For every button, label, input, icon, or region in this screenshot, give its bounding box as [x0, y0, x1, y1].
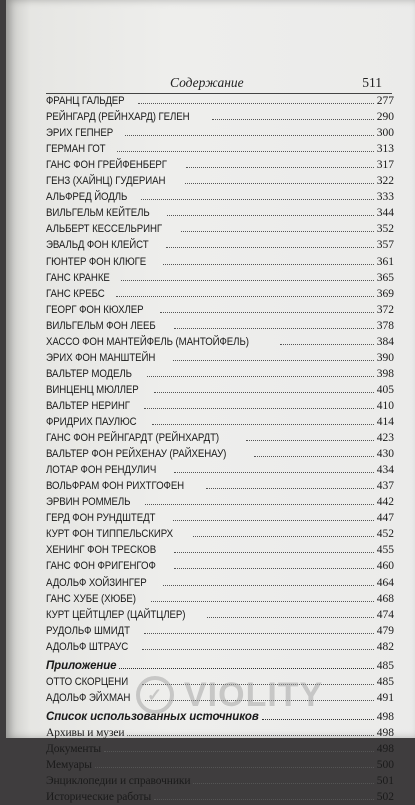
entry-title: Энциклопедии и справочники — [46, 775, 191, 788]
dot-leader — [138, 94, 373, 104]
entry-page: 369 — [376, 287, 394, 300]
entry-page: 474 — [376, 608, 394, 621]
dot-leader — [173, 351, 374, 361]
dot-leader — [121, 271, 373, 281]
entry-page: 378 — [376, 319, 394, 332]
entry-title: ГАНС КРЕБС — [46, 287, 105, 300]
dot-leader — [173, 511, 373, 521]
toc-entry — [46, 741, 394, 757]
entry-title: ГАНС ФОН ГРЕЙФЕНБЕРГ — [46, 159, 167, 172]
dot-leader — [163, 255, 374, 265]
entry-page: 410 — [376, 399, 394, 412]
entry-title: ГЕНЗ (ХАЙНЦ) ГУДЕРИАН — [46, 175, 166, 188]
entry-page: 322 — [376, 175, 394, 188]
dot-leader — [144, 399, 373, 409]
entry-page: 357 — [376, 239, 394, 252]
entry-page: 498 — [376, 710, 394, 723]
entry-page: 372 — [376, 303, 394, 316]
entry-page: 498 — [376, 726, 394, 739]
entry-page: 485 — [376, 659, 394, 672]
entry-page: 485 — [376, 675, 394, 688]
dot-leader — [163, 576, 373, 586]
entry-title: Исторические работы — [46, 791, 152, 804]
entry-title: ЛОТАР ФОН РЕНДУЛИЧ — [46, 464, 157, 477]
toc-entry — [46, 125, 394, 141]
entry-page: 414 — [376, 416, 394, 428]
toc-entry — [46, 93, 394, 109]
dot-leader — [145, 495, 374, 505]
entry-title: ЭРИХ ФОН МАНШТЕЙН — [46, 351, 156, 364]
page-number: 511 — [362, 75, 382, 90]
entry-page: 479 — [376, 624, 394, 637]
dot-leader — [125, 126, 373, 136]
toc-entry — [46, 430, 394, 446]
entry-page: 468 — [376, 592, 394, 605]
entry-title: ЭРВИН РОММЕЛЬ — [46, 496, 131, 509]
dot-leader — [207, 608, 373, 618]
entry-title: ГАНС КРАНКЕ — [46, 271, 110, 284]
dot-leader — [280, 335, 374, 345]
entry-page: 501 — [376, 775, 394, 788]
toc-entry — [46, 237, 394, 253]
dot-leader — [212, 110, 374, 120]
dot-leader — [167, 206, 374, 216]
dot-leader — [181, 222, 374, 232]
entry-title: АДОЛЬФ ХОЙЗИНГЕР — [46, 576, 147, 589]
toc-entry — [46, 109, 394, 125]
entry-title: ЭРИХ ГЕПНЕР — [46, 127, 114, 140]
dot-leader — [254, 447, 374, 457]
entry-title: ФРИДРИХ ПАУЛЮС — [46, 416, 137, 428]
entry-page: 423 — [376, 432, 394, 445]
entry-title: ГАНС ХУБЕ (ХЮБЕ) — [46, 592, 136, 605]
toc-entry — [46, 205, 394, 221]
toc-entry — [46, 558, 394, 574]
entry-title: ВАЛЬТЕР МОДЕЛЬ — [46, 367, 132, 380]
toc-entry — [46, 639, 394, 655]
entry-title: Архивы и музеи — [46, 726, 125, 739]
entry-page: 290 — [376, 111, 394, 124]
entry-page: 482 — [376, 640, 394, 653]
dot-leader — [174, 463, 374, 473]
entry-page: 442 — [376, 496, 394, 509]
dot-leader — [152, 415, 374, 425]
entry-title: ОТТО СКОРЦЕНИ — [46, 675, 129, 688]
entry-page: 277 — [376, 95, 394, 107]
dot-leader — [160, 303, 374, 313]
entry-page: 464 — [376, 576, 394, 589]
toc-entry — [46, 141, 394, 157]
toc-entry — [46, 607, 394, 623]
toc-entry — [46, 510, 394, 526]
page-title: Содержание — [170, 75, 244, 90]
dot-leader — [141, 190, 373, 200]
toc-entry — [46, 789, 394, 805]
dot-leader — [246, 431, 374, 441]
toc-entry — [46, 334, 394, 350]
entry-page: 300 — [376, 127, 394, 140]
toc-entry — [46, 623, 394, 639]
dot-leader — [193, 774, 373, 784]
dot-leader — [104, 742, 374, 752]
dot-leader — [147, 367, 374, 377]
dot-leader — [166, 238, 374, 248]
entry-title: ГАНС ФОН ФРИГЕНГОФ — [46, 560, 156, 573]
entry-page: 452 — [376, 528, 394, 541]
entry-title: КУРТ ФОН ТИППЕЛЬСКИРХ — [46, 528, 174, 541]
entry-page: 352 — [376, 223, 394, 236]
entry-title: ВИЛЬГЕЛЬМ ФОН ЛЕЕБ — [46, 319, 156, 332]
entry-page: 437 — [376, 480, 394, 493]
entry-title: Документы — [46, 743, 102, 755]
entry-page: 344 — [376, 207, 394, 220]
toc-entry — [46, 382, 394, 398]
entry-page: 317 — [376, 159, 394, 172]
entry-title: КУРТ ЦЕЙТЦЛЕР (ЦАЙТЦЛЕР) — [46, 608, 186, 621]
watermark-text: VIOLITY — [184, 675, 324, 714]
toc-entry — [46, 189, 394, 205]
entry-page: 384 — [376, 335, 394, 348]
entry-page: 500 — [376, 759, 394, 772]
entry-title: ХЕНИНГ ФОН ТРЕСКОВ — [46, 544, 157, 557]
entry-page: 434 — [376, 464, 394, 477]
entry-title: АЛЬБЕРТ КЕССЕЛЬРИНГ — [46, 223, 163, 236]
entry-page: 313 — [376, 143, 394, 156]
toc-entry — [46, 462, 394, 478]
dot-leader — [95, 758, 374, 768]
toc-entry — [46, 575, 394, 591]
toc-entry — [46, 725, 394, 741]
dot-leader — [193, 527, 373, 537]
entry-page: 430 — [376, 448, 394, 461]
entry-title: АЛЬФРЕД ЙОДЛЬ — [46, 191, 128, 204]
dot-leader — [127, 726, 373, 736]
toc-entry — [46, 591, 394, 607]
entry-page: 498 — [376, 743, 394, 755]
page-header — [42, 72, 402, 92]
entry-title: АДОЛЬФ ЭЙХМАН — [46, 691, 131, 704]
toc-entry — [46, 773, 394, 789]
dot-leader — [117, 142, 374, 152]
entry-title: ГЕОРГ ФОН КЮХЛЕР — [46, 303, 144, 316]
toc-entry — [46, 757, 394, 773]
entry-page: 502 — [376, 791, 394, 804]
dot-leader — [186, 158, 373, 168]
entry-title: ВАЛЬТЕР ФОН РЕЙХЕНАУ (РАЙХЕНАУ) — [46, 448, 227, 461]
entry-title: ГАНС ФОН РЕЙНГАРДТ (РЕЙНХАРДТ) — [46, 432, 220, 445]
entry-title: РУДОЛЬФ ШМИДТ — [46, 624, 130, 637]
entry-page: 405 — [376, 383, 394, 396]
entry-title: ГЮНТЕР ФОН КЛЮГЕ — [46, 255, 147, 268]
entry-title: РЕЙНГАРД (РЕЙНХАРД) ГЕЛЕН — [46, 111, 190, 124]
entry-page: 455 — [376, 544, 394, 557]
toc-entry — [46, 542, 394, 558]
entry-title: ЭВАЛЬД ФОН КЛЕЙСТ — [46, 239, 149, 252]
toc-entry — [46, 173, 394, 189]
toc-entry — [46, 350, 394, 366]
entry-page: 447 — [376, 512, 394, 525]
entry-title: ХАССО ФОН МАНТЕЙФЕЛЬ (МАНТОЙФЕЛЬ) — [46, 335, 249, 348]
entry-title: ВИЛЬГЕЛЬМ КЕЙТЕЛЬ — [46, 207, 150, 220]
dot-leader — [154, 383, 373, 393]
entry-page: 361 — [376, 255, 394, 268]
entry-title: ГЕРМАН ГОТ — [46, 143, 106, 156]
dot-leader — [174, 559, 374, 569]
entry-title: АДОЛЬФ ШТРАУС — [46, 640, 129, 653]
dot-leader — [144, 624, 373, 634]
entry-title: ГЕРД ФОН РУНДШТЕДТ — [46, 512, 156, 525]
entry-title: ФРАНЦ ГАЛЬДЕР — [46, 95, 125, 107]
toc-entry — [46, 318, 394, 334]
dot-leader — [151, 592, 374, 602]
dot-leader — [154, 790, 374, 800]
toc-entry — [46, 446, 394, 462]
toc-entry — [46, 526, 394, 542]
entry-title: Мемуары — [46, 759, 92, 772]
toc-entry — [46, 302, 394, 318]
dot-leader — [116, 287, 374, 297]
toc-entry — [46, 221, 394, 237]
dot-leader — [174, 319, 374, 329]
book-page — [6, 0, 415, 804]
toc-entry — [46, 270, 394, 286]
entry-page: 390 — [376, 351, 394, 364]
entry-page: 491 — [376, 691, 394, 704]
dot-leader — [119, 659, 373, 669]
toc-entry — [46, 366, 394, 382]
watermark-logo-icon: ✓ — [136, 676, 174, 714]
entry-title: ВАЛЬТЕР НЕРИНГ — [46, 399, 130, 412]
toc-entry — [46, 494, 394, 510]
entry-title: ВОЛЬФРАМ ФОН РИХТГОФЕН — [46, 480, 185, 493]
watermark — [136, 670, 406, 720]
entry-title: ВИНЦЕНЦ МЮЛЛЕР — [46, 383, 139, 396]
entry-title: Список использованных источников — [46, 710, 259, 723]
dot-leader — [206, 479, 374, 489]
entry-title: Приложение — [46, 659, 117, 672]
toc-entry — [46, 398, 394, 414]
entry-page: 398 — [376, 367, 394, 380]
toc-entry — [46, 478, 394, 494]
entry-page: 365 — [376, 271, 394, 284]
toc-entry — [46, 254, 394, 270]
dot-leader — [185, 174, 374, 184]
entry-page: 333 — [376, 191, 394, 204]
entry-page: 460 — [376, 560, 394, 573]
toc-entry — [46, 157, 394, 173]
dot-leader — [142, 640, 373, 650]
toc-entry — [46, 286, 394, 302]
toc-entry — [46, 414, 394, 430]
dot-leader — [174, 543, 374, 553]
